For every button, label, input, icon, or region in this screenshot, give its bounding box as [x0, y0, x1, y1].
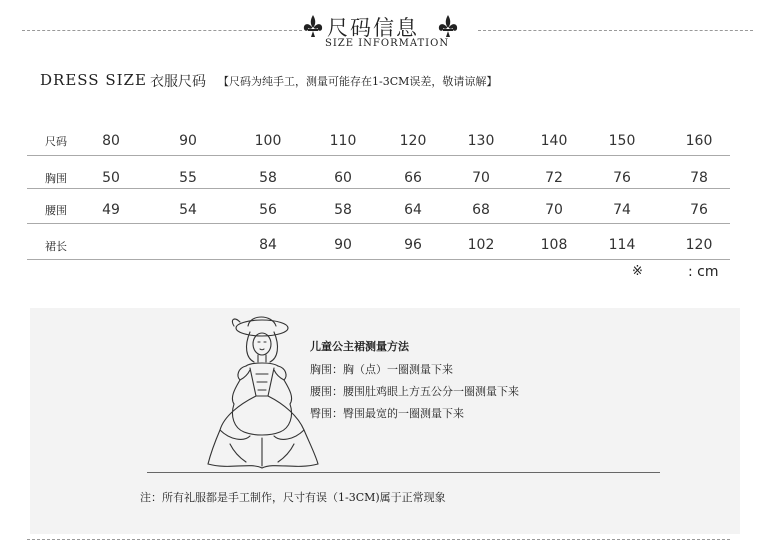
table-cell-length: 90 — [334, 237, 352, 253]
panel-divider — [147, 472, 660, 473]
table-cell-waist: 70 — [545, 202, 563, 218]
measure-item-chest: 胸围：胸（点）一圈测量下来 — [310, 363, 453, 376]
table-cell-size: 140 — [540, 133, 568, 149]
table-cell-length: 102 — [467, 237, 495, 253]
table-cell-chest: 58 — [259, 170, 277, 186]
princess-dress-illustration — [200, 312, 325, 472]
table-cell-waist: 56 — [259, 202, 277, 218]
table-cell-length: 114 — [608, 237, 636, 253]
table-cell-length: 84 — [259, 237, 277, 253]
measure-method-title: 儿童公主裙测量方法 — [310, 340, 409, 353]
footer-divider — [27, 539, 730, 540]
table-cell-chest: 50 — [102, 170, 120, 186]
footnote: 注：所有礼服都是手工制作，尺寸有误（1-3CM)属于正常现象 — [140, 491, 446, 504]
table-cell-length: 120 — [685, 237, 713, 253]
table-cell-size: 120 — [399, 133, 427, 149]
table-cell-waist: 64 — [404, 202, 422, 218]
table-cell-chest: 66 — [404, 170, 422, 186]
table-row-divider — [27, 259, 730, 260]
measure-item-waist: 腰围：腰围肚鸡眼上方五公分一圈测量下来 — [310, 385, 519, 398]
page-subtitle: SIZE INFORMATION — [325, 38, 450, 49]
table-cell-waist: 76 — [690, 202, 708, 218]
table-cell-length: 108 — [540, 237, 568, 253]
table-cell-chest: 78 — [690, 170, 708, 186]
table-cell-size: 80 — [102, 133, 120, 149]
dress-size-label: DRESS SIZE — [40, 71, 147, 89]
table-cell-size: 130 — [467, 133, 495, 149]
table-cell-size: 90 — [179, 133, 197, 149]
table-cell-chest: 60 — [334, 170, 352, 186]
table-cell-size: 160 — [685, 133, 713, 149]
table-cell-size: 110 — [329, 133, 357, 149]
row-label-waist: 腰围 — [45, 204, 67, 217]
row-label-size: 尺码 — [45, 135, 67, 148]
unit-label: : cm — [688, 264, 719, 280]
header-divider-right — [478, 30, 753, 31]
table-cell-waist: 54 — [179, 202, 197, 218]
table-cell-chest: 72 — [545, 170, 563, 186]
table-cell-waist: 58 — [334, 202, 352, 218]
table-cell-size: 150 — [608, 133, 636, 149]
table-cell-chest: 70 — [472, 170, 490, 186]
table-row-divider — [27, 188, 730, 189]
dress-size-label-cn: 衣服尺码 — [150, 74, 206, 90]
unit-mark: ※ — [632, 264, 643, 279]
table-row-divider — [27, 223, 730, 224]
table-cell-length: 96 — [404, 237, 422, 253]
table-cell-waist: 68 — [472, 202, 490, 218]
fleur-de-lis-icon — [437, 14, 459, 38]
row-label-length: 裙长 — [45, 240, 67, 253]
table-row-divider — [27, 155, 730, 156]
header-divider-left — [22, 30, 302, 31]
measure-item-hip: 臀围：臀围最宽的一圈测量下来 — [310, 407, 464, 420]
row-label-chest: 胸围 — [45, 172, 67, 185]
table-cell-waist: 49 — [102, 202, 120, 218]
table-cell-size: 100 — [254, 133, 282, 149]
dress-size-note: 【尺码为纯手工，测量可能存在1-3CM误差，敬请谅解】 — [218, 75, 498, 88]
table-cell-chest: 55 — [179, 170, 197, 186]
fleur-de-lis-icon — [302, 14, 324, 38]
table-cell-waist: 74 — [613, 202, 631, 218]
page-title: 尺码信息 — [327, 16, 419, 40]
table-cell-chest: 76 — [613, 170, 631, 186]
